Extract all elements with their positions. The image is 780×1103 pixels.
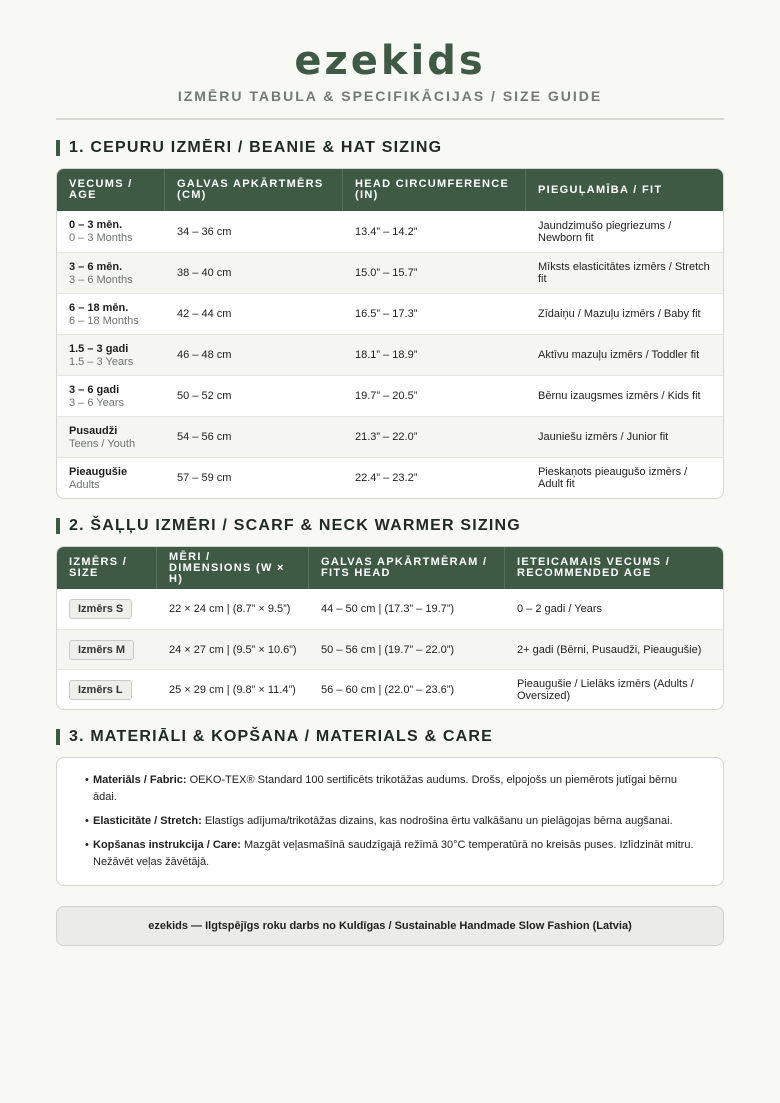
care-item-text: OEKO-TEX® Standard 100 sertificēts trikotāžas audums. Drošs, elpojošs un piemērots jutīgai bērnu ādai. — [93, 774, 678, 803]
column-header-recommended-age: IETEICAMAIS VECUMS / RECOMMENDED AGE — [517, 556, 671, 579]
table-row — [57, 293, 723, 334]
cm-cell — [165, 335, 343, 375]
cm-cell-text: 46 – 48 cm — [177, 349, 232, 361]
recommended-age-cell-text: 0 – 2 gadi / Years — [517, 603, 603, 615]
inch-cell — [343, 211, 526, 252]
hat-sizing-title: 1. CEPURU IZMĒRI / BEANIE & HAT SIZING — [69, 139, 443, 156]
size-cell — [57, 670, 157, 709]
inch-cell — [343, 376, 526, 416]
scarf-sizing-title: 2. ŠAĻĻU IZMĒRI / SCARF & NECK WARMER SIZING — [69, 517, 521, 534]
heading-accent-bar — [56, 518, 60, 534]
cm-cell — [165, 417, 343, 457]
cm-cell — [165, 253, 343, 293]
fit-cell — [526, 458, 723, 498]
footer-banner — [56, 906, 724, 946]
cm-cell-text: 42 – 44 cm — [177, 308, 232, 320]
inch-cell-text: 15.0” – 15.7” — [355, 267, 418, 279]
table-row — [57, 334, 723, 375]
age-cell — [57, 376, 165, 416]
age-label: 0 – 3 mēn. — [69, 219, 123, 231]
bullet-icon: • — [85, 839, 89, 851]
fit-cell — [526, 417, 723, 457]
size-badge: Izmērs L — [69, 680, 132, 700]
column-header-age: VECUMS / AGE — [57, 169, 165, 211]
column-header-inches: HEAD CIRCUMFERENCE (IN) — [343, 169, 526, 211]
heading-accent-bar — [56, 729, 60, 745]
dimensions-cell — [157, 630, 309, 669]
care-item-text: Elastīgs adījuma/trikotāžas dizains, kas nodrošina ērtu valkāšanu un pielāgojas bērna augšanai. — [201, 815, 673, 827]
inch-cell — [343, 253, 526, 293]
age-label-english: 3 – 6 Years — [69, 396, 125, 409]
recommended-age-cell — [505, 589, 723, 629]
fit-cell-text: Aktīvu mazuļu izmērs / Toddler fit — [538, 349, 700, 361]
dimensions-cell-text: 22 × 24 cm | (8.7” × 9.5”) — [169, 603, 291, 615]
cm-cell-text: 54 – 56 cm — [177, 431, 232, 443]
fit-cell-text: Pieskaņots pieaugušo izmērs / Adult fit — [538, 466, 688, 490]
fits-head-cell-text: 44 – 50 cm | (17.3” – 19.7”) — [321, 603, 455, 615]
inch-cell-text: 13.4” – 14.2” — [355, 225, 418, 238]
bullet-icon: • — [85, 815, 89, 827]
cm-cell-text: 34 – 36 cm — [177, 225, 232, 238]
footer-text: ezekids — Ilgtspējīgs roku darbs no Kuldīgas / Sustainable Handmade Slow Fashion (Latvia) — [148, 920, 632, 932]
fits-head-cell — [309, 589, 505, 629]
hat-sizing-table — [56, 168, 724, 499]
cm-cell — [165, 376, 343, 416]
size-cell — [57, 630, 157, 669]
age-label: 3 – 6 mēn. — [69, 260, 123, 273]
inch-cell — [343, 458, 526, 498]
column-header-fit: PIEGUĻAMĪBA / FIT — [538, 183, 663, 196]
scarf-sizing-table — [56, 546, 724, 710]
recommended-age-cell — [505, 670, 723, 709]
fit-cell — [526, 376, 723, 416]
materials-care-box — [56, 757, 724, 886]
age-label: 1.5 – 3 gadi — [69, 342, 129, 355]
cm-cell — [165, 458, 343, 498]
table-row — [57, 252, 723, 293]
inch-cell-text: 18.1” – 18.9” — [355, 349, 418, 361]
age-label: 6 – 18 mēn. — [69, 301, 129, 314]
age-label-english: Adults — [69, 478, 100, 491]
table-header — [57, 547, 723, 589]
inch-cell-text: 21.3” – 22.0” — [355, 431, 418, 443]
column-header-dimensions: MĒRI / DIMENSIONS (W × H) — [157, 547, 309, 589]
fits-head-cell-text: 56 – 60 cm | (22.0” – 23.6”) — [321, 683, 455, 696]
heading-accent-bar — [56, 140, 60, 156]
care-item-stretch — [85, 813, 699, 830]
recommended-age-cell — [505, 630, 723, 669]
age-cell — [57, 253, 165, 293]
age-label: 3 – 6 gadi — [69, 383, 120, 396]
hat-sizing-heading — [56, 137, 724, 159]
care-item-label: Elasticitāte / Stretch: — [93, 815, 202, 827]
column-header-fits-head: GALVAS APKĀRTMĒRAM / FITS HEAD — [309, 547, 505, 589]
fits-head-cell-text: 50 – 56 cm | (19.7” – 22.0”) — [321, 643, 455, 656]
cm-cell-text: 50 – 52 cm — [177, 390, 232, 402]
age-label-english: Teens / Youth — [69, 437, 136, 450]
dimensions-cell — [157, 670, 309, 709]
cm-cell — [165, 294, 343, 334]
size-badge: Izmērs M — [69, 640, 134, 660]
care-item-label: Kopšanas instrukcija / Care: — [93, 839, 241, 851]
age-label-english: 1.5 – 3 Years — [69, 355, 134, 368]
page-subtitle: IZMĒRU TABULA & SPECIFIKĀCIJAS / SIZE GUIDE — [177, 88, 603, 104]
age-cell — [57, 335, 165, 375]
table-row — [57, 211, 723, 252]
bullet-icon: • — [85, 774, 89, 786]
care-item-instructions — [85, 837, 699, 871]
fit-cell — [526, 294, 723, 334]
dimensions-cell-text: 24 × 27 cm | (9.5” × 10.6”) — [169, 643, 297, 656]
cm-cell — [165, 211, 343, 252]
fit-cell-text: Mīksts elasticitātes izmērs / Stretch fit — [538, 261, 710, 285]
size-cell — [57, 589, 157, 629]
header-divider — [56, 118, 724, 120]
care-item-label: Materiāls / Fabric: — [93, 774, 187, 786]
inch-cell — [343, 335, 526, 375]
fits-head-cell — [309, 630, 505, 669]
column-header-size: IZMĒRS / SIZE — [57, 547, 157, 589]
size-badge: Izmērs S — [69, 599, 132, 619]
fit-cell-text: Jaundzimušo piegriezums / Newborn fit — [538, 219, 672, 244]
fit-cell-text: Bērnu izaugsmes izmērs / Kids fit — [538, 390, 701, 402]
age-cell — [57, 458, 165, 498]
age-label-english: 3 – 6 Months — [69, 273, 133, 286]
fit-cell — [526, 253, 723, 293]
inch-cell-text: 19.7” – 20.5” — [355, 390, 418, 402]
table-header — [57, 169, 723, 211]
recommended-age-cell-text: 2+ gadi (Bērni, Pusaudži, Pieaugušie) — [517, 643, 702, 656]
table-row — [57, 416, 723, 457]
fit-cell-text: Zīdaiņu / Mazuļu izmērs / Baby fit — [538, 308, 701, 320]
size-guide-page — [56, 0, 724, 946]
table-row — [57, 375, 723, 416]
inch-cell-text: 22.4” – 23.2” — [355, 472, 418, 484]
table-row — [57, 589, 723, 629]
cm-cell-text: 38 – 40 cm — [177, 267, 232, 279]
column-header-cm: GALVAS APKĀRTMĒRS (CM) — [165, 169, 343, 211]
fits-head-cell — [309, 670, 505, 709]
care-item-text: Mazgāt veļasmašīnā saudzīgajā režīmā 30°C temperatūrā no kreisās puses. Izlīdzināt mitru. Nežāvēt veļas žāvētājā. — [93, 839, 694, 868]
age-cell — [57, 417, 165, 457]
inch-cell — [343, 417, 526, 457]
age-cell — [57, 211, 165, 252]
fit-cell — [526, 335, 723, 375]
dimensions-cell-text: 25 × 29 cm | (9.8” × 11.4”) — [169, 683, 296, 696]
scarf-sizing-heading — [56, 515, 724, 537]
age-cell — [57, 294, 165, 334]
table-row — [57, 457, 723, 498]
age-label-english: 0 – 3 Months — [69, 232, 133, 244]
table-row — [57, 629, 723, 669]
materials-care-heading — [56, 726, 724, 748]
table-row — [57, 669, 723, 709]
fit-cell-text: Jauniešu izmērs / Junior fit — [538, 431, 669, 443]
age-label-english: 6 – 18 Months — [69, 314, 139, 327]
fit-cell — [526, 211, 723, 252]
inch-cell — [343, 294, 526, 334]
inch-cell-text: 16.5” – 17.3” — [355, 308, 418, 320]
materials-care-title: 3. MATERIĀLI & KOPŠANA / MATERIALS & CARE — [69, 728, 494, 745]
cm-cell-text: 57 – 59 cm — [177, 472, 232, 484]
brand-logo: ezekids — [294, 38, 486, 84]
care-item-fabric — [85, 772, 699, 806]
recommended-age-cell-text: Pieaugušie / Lielāks izmērs (Adults / Oversized) — [517, 677, 694, 702]
age-label: Pusaudži — [69, 424, 118, 437]
age-label: Pieaugušie — [69, 465, 128, 478]
dimensions-cell — [157, 589, 309, 629]
